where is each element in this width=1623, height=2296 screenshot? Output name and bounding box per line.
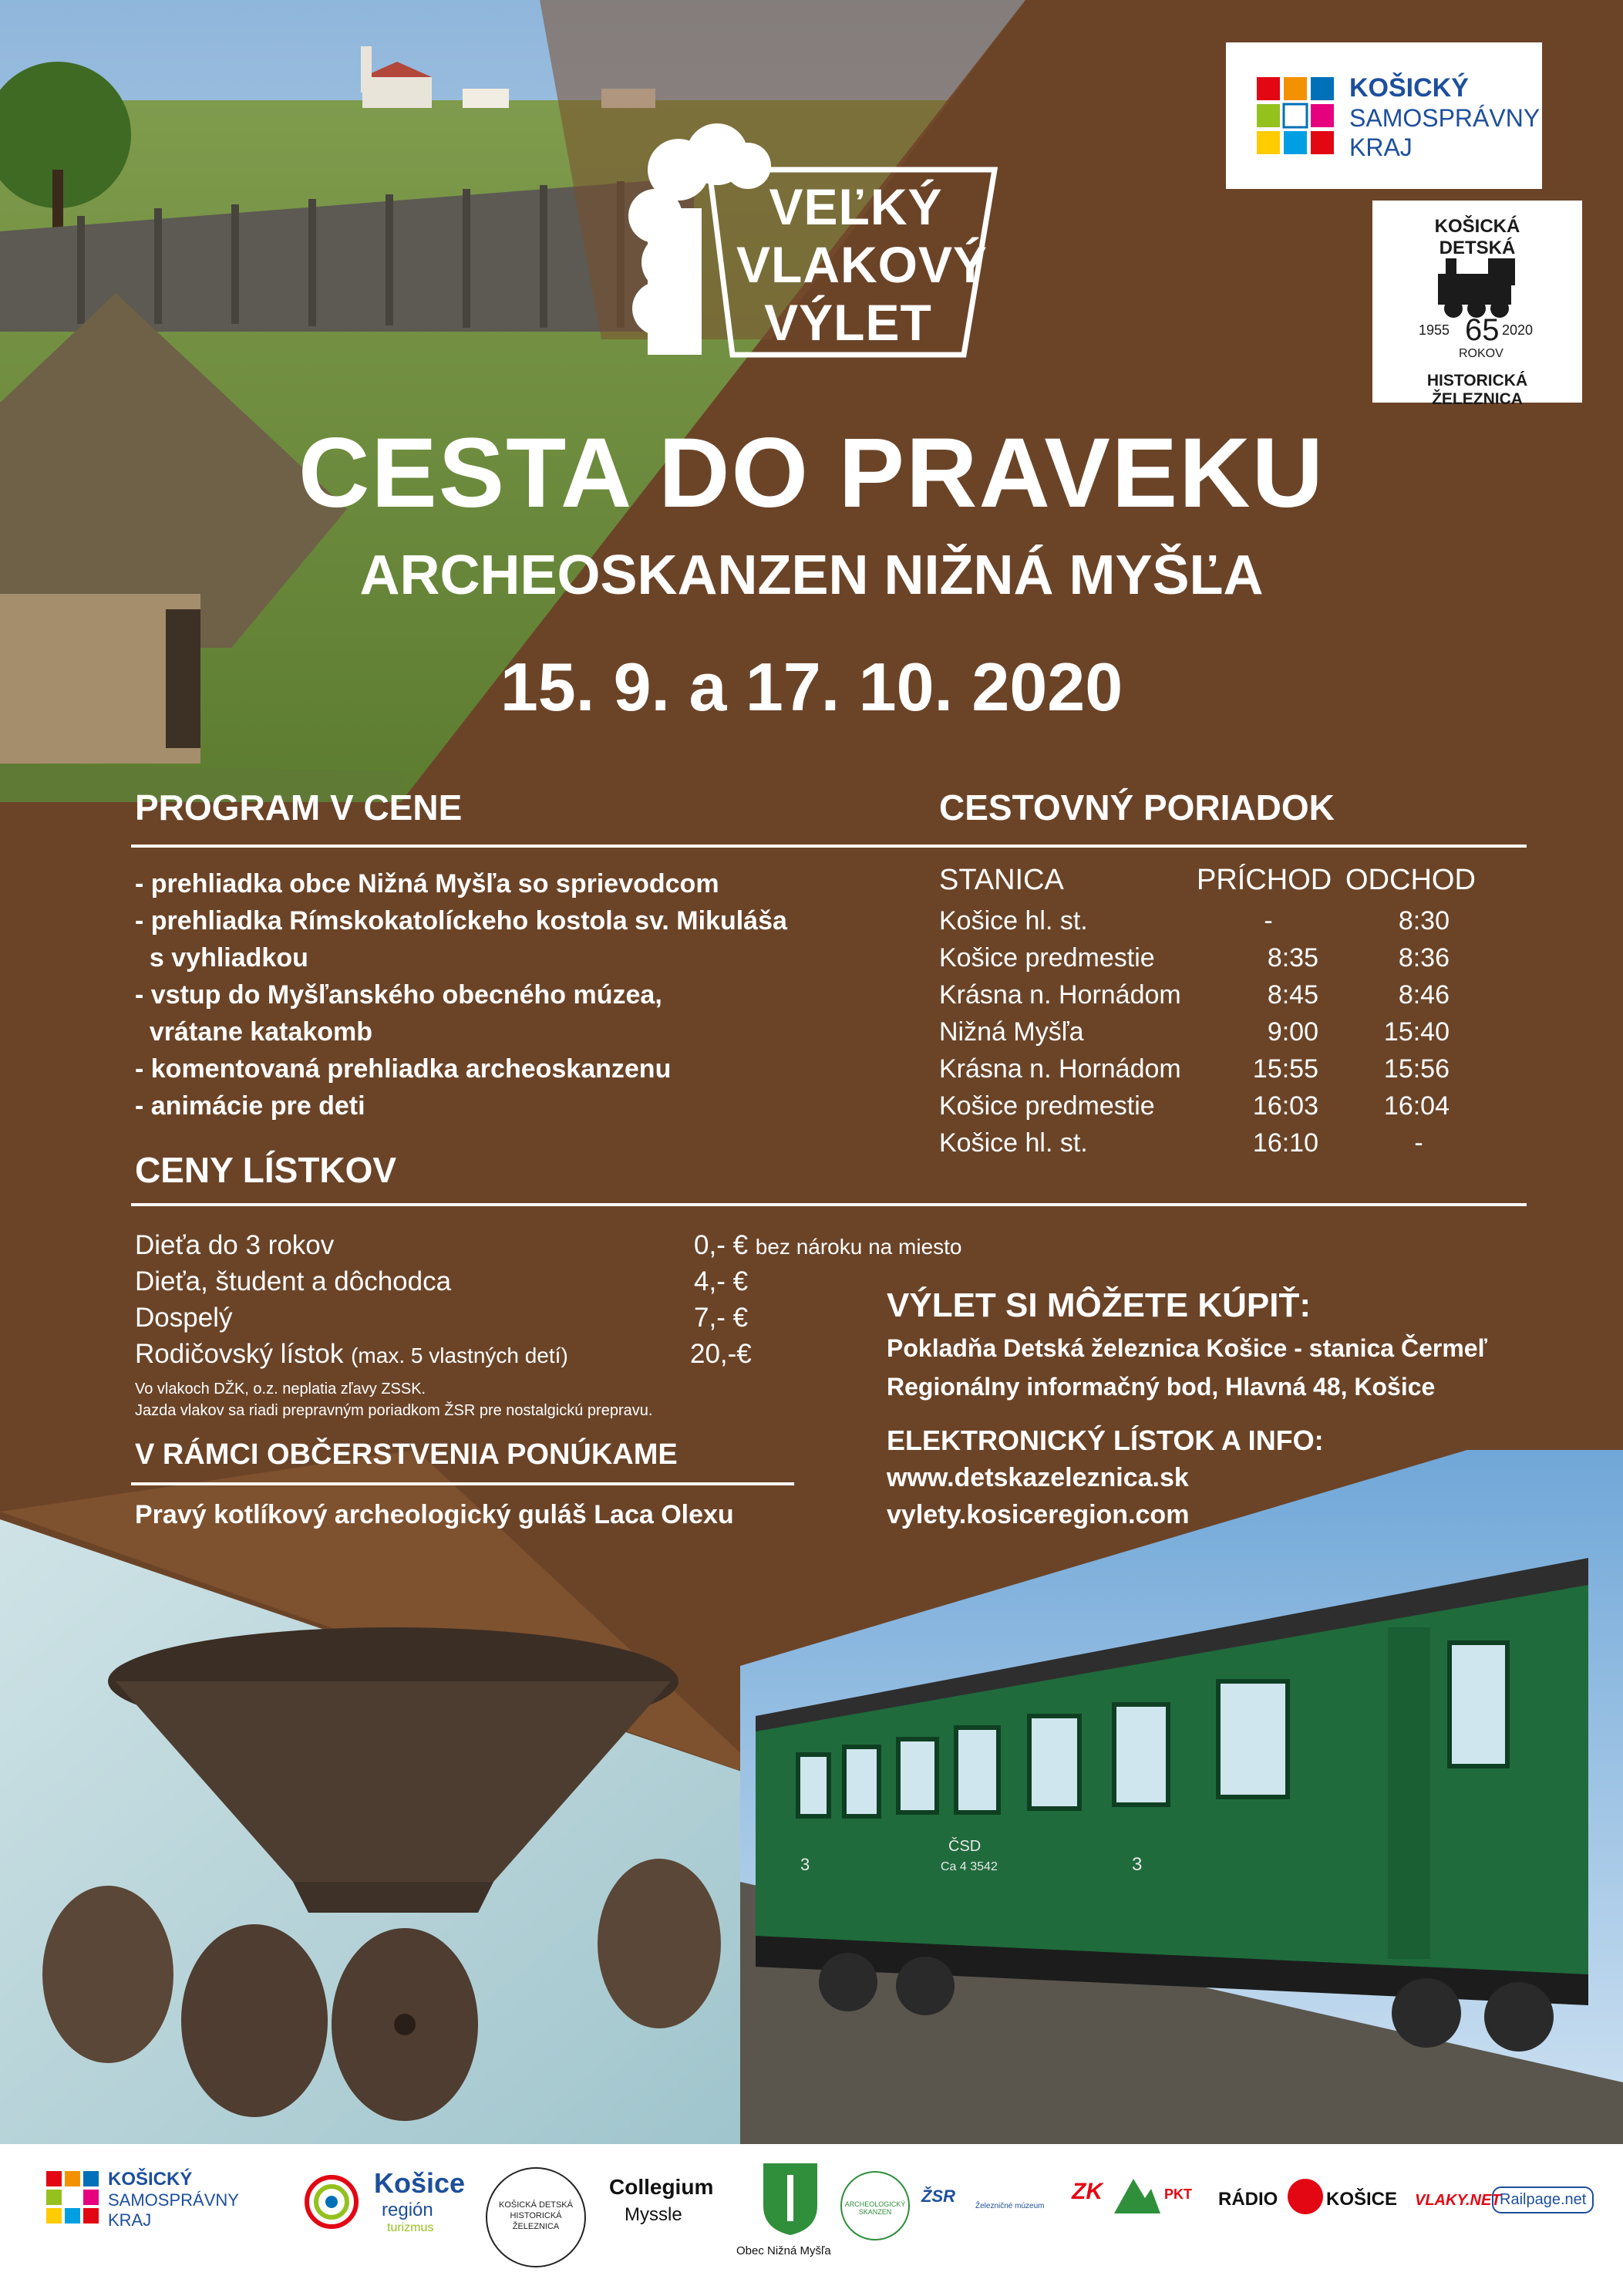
ksk-mosaic-icon [1257,77,1338,154]
price-value: 20,-€ [690,1339,752,1369]
eticket-heading: ELEKTRONICKÝ LÍSTOK A INFO: [887,1424,1324,1456]
timetable-arrival: 8:35 [1267,943,1318,973]
timetable-col-departure: ODCHOD [1345,864,1476,896]
bottom-photos [0,1450,1623,2144]
buy-location-1: Pokladňa Detská železnica Košice - stanica Čermeľ [887,1334,1487,1362]
kdhz-arc-bottom: HISTORICKÁ ŽELEZNICA [1426,372,1528,408]
footer-vlaky-logo: VLAKY.NET [1415,2192,1501,2209]
price-label: Rodičovský lístok (max. 5 vlastných detí) [135,1339,568,1369]
program-item: - prehliadka Rímskokatolíckeho kostola sv. Mikuláša [135,906,787,936]
kdhz-year-right: 2020 [1502,322,1534,338]
footer-ksk-line2: SAMOSPRÁVNY [108,2190,239,2210]
footer-radio-sub: KOŠICE [1326,2189,1398,2210]
timetable-arrival: 8:45 [1267,980,1318,1010]
timetable-arrival: 16:03 [1252,1091,1318,1121]
refreshments-text: Pravý kotlíkový archeologický guláš Laca Olexu [135,1500,734,1529]
footer-kosice-region-sub: región [382,2200,433,2220]
ksk-logo-top [1226,42,1542,189]
timetable-departure: 8:36 [1398,943,1450,973]
kdhz-year-left: 1955 [1419,322,1450,338]
timetable-departure: 8:46 [1398,980,1450,1010]
price-value: 4,- € [694,1266,749,1296]
badge-line2: VLAKOVÝ [736,236,988,293]
footer-ksk-line1: KOŠICKÝ [108,2169,193,2190]
timetable-station: Košice predmestie [939,1091,1155,1121]
train-class-left: 3 [800,1855,810,1874]
program-item: - vstup do Myšľanského obecného múzea, [135,980,662,1010]
divider-top [131,845,1527,848]
footer-kdhz-logo: KOŠICKÁ DETSKÁ HISTORICKÁ ŽELEZNICA [486,2167,586,2267]
divider-refreshments [131,1482,794,1485]
timetable-col-arrival: PRÍCHOD [1197,864,1332,896]
prices-heading: CENY LÍSTKOV [135,1150,397,1190]
footer-obec-name: Obec Nižná Myšľa [736,2244,831,2257]
timetable-col-station: STANICA [939,864,1064,896]
kdhz-logo-top [1372,201,1582,408]
refreshments-heading: V RÁMCI OBČERSTVENIA PONÚKAME [135,1438,678,1471]
footer-kosice-region-name: Košice [374,2167,466,2199]
timetable-station: Krásna n. Hornádom [939,1054,1181,1084]
train-number: Ca 4 3542 [941,1860,998,1873]
price-label: Dospelý [135,1303,233,1333]
footer-zk-logo: ZK [1072,2179,1103,2204]
url-kosiceregion[interactable]: vylety.kosiceregion.com [887,1500,1190,1529]
timetable-heading: CESTOVNÝ PORIADOK [939,787,1335,828]
timetable-station: Nižná Myšľa [939,1017,1084,1047]
url-detskazeleznica[interactable]: www.detskazeleznica.sk [887,1463,1189,1492]
program-item: s vyhliadkou [135,943,308,973]
kdhz-arc-top: KOŠICKÁ DETSKÁ [1434,216,1520,258]
timetable-arrival: 15:55 [1252,1054,1318,1084]
mountain-icon [1114,2175,1160,2213]
timetable-station: Košice predmestie [939,943,1155,973]
program-heading: PROGRAM V CENE [135,787,463,828]
price-label-note: (max. 5 vlastných detí) [351,1344,568,1367]
program-item: - animácie pre deti [135,1091,365,1121]
program-item: - prehliadka obce Nižná Myšľa so sprievodcom [135,869,719,899]
footer-collegium-sub: Myssle [625,2204,682,2225]
ksk-top-line1: KOŠICKÝ [1349,73,1469,103]
price-note-2: Jazda vlakov sa riadi prepravným poriadkom ŽSR pre nostalgickú prepravu. [135,1402,653,1419]
ksk-top-line2: SAMOSPRÁVNY [1349,104,1541,132]
price-value: 0,- € bez nároku na miesto [694,1230,962,1260]
timetable-departure: 15:56 [1383,1054,1450,1084]
timetable-departure: 16:04 [1383,1091,1450,1121]
buy-location-2: Regionálny informačný bod, Hlavná 48, Košice [887,1373,1436,1401]
event-dates: 15. 9. a 17. 10. 2020 [500,649,1123,725]
price-note-1: Vo vlakoch DŽK, o.z. neplatia zľavy ZSSK. [135,1381,426,1397]
buy-heading: VÝLET SI MÔŽETE KÚPIŤ: [887,1286,1312,1324]
footer-ksk-line3: KRAJ [108,2210,152,2230]
footer-logos [0,2144,1623,2296]
footer-archeo-logo: ARCHEOLOGICKÝ SKANZEN [840,2171,910,2240]
badge-line1: VEĽKÝ [769,178,943,235]
ksk-top-line3: KRAJ [1349,133,1413,161]
price-value-note: bez nároku na miesto [755,1235,962,1259]
coat-of-arms-icon [759,2159,821,2237]
timetable-arrival: 16:10 [1252,1128,1318,1158]
footer-zsr-logo: ŽSR [921,2186,955,2206]
subtitle: ARCHEOSKANZEN NIŽNÁ MYŠĽA [359,544,1264,606]
main-title: CESTA DO PRAVEKU [298,418,1325,528]
price-label: Dieťa, študent a dôchodca [135,1266,452,1296]
train-carrier: ČSD [948,1838,982,1855]
timetable-departure: 15:40 [1383,1017,1450,1047]
kdhz-number: 65 [1465,313,1500,347]
price-value: 7,- € [694,1303,749,1333]
timetable-arrival: 9:00 [1267,1017,1318,1047]
footer-kosice-region-sub2: turizmus [387,2221,434,2234]
footer-museum-logo: Železničné múzeum [975,2202,1045,2210]
footer-radio-name: RÁDIO [1218,2189,1278,2210]
timetable-arrival: - [1264,906,1273,936]
train-class-right: 3 [1132,1854,1143,1875]
divider-middle [131,1203,1527,1206]
timetable-departure: - [1414,1128,1423,1158]
ksk-mosaic-icon [46,2171,100,2225]
badge-line3: VÝLET [764,294,932,351]
footer-railpage-logo: Railpage.net [1492,2186,1594,2213]
kdhz-unit: ROKOV [1459,347,1503,360]
timetable-station: Košice hl. st. [939,1128,1088,1158]
timetable-departure: 8:30 [1398,906,1450,936]
footer-pkt-logo: PKT [1164,2186,1192,2202]
radio-ke-icon [1288,2179,1323,2214]
timetable-station: Košice hl. st. [939,906,1088,936]
timetable-station: Krásna n. Hornádom [939,980,1181,1010]
kosice-region-swirl-icon [297,2167,366,2237]
program-item: vrátane katakomb [135,1017,373,1047]
program-item: - komentovaná prehliadka archeoskanzenu [135,1054,672,1084]
price-label: Dieťa do 3 rokov [135,1230,335,1260]
footer-collegium-name: Collegium [609,2175,714,2199]
